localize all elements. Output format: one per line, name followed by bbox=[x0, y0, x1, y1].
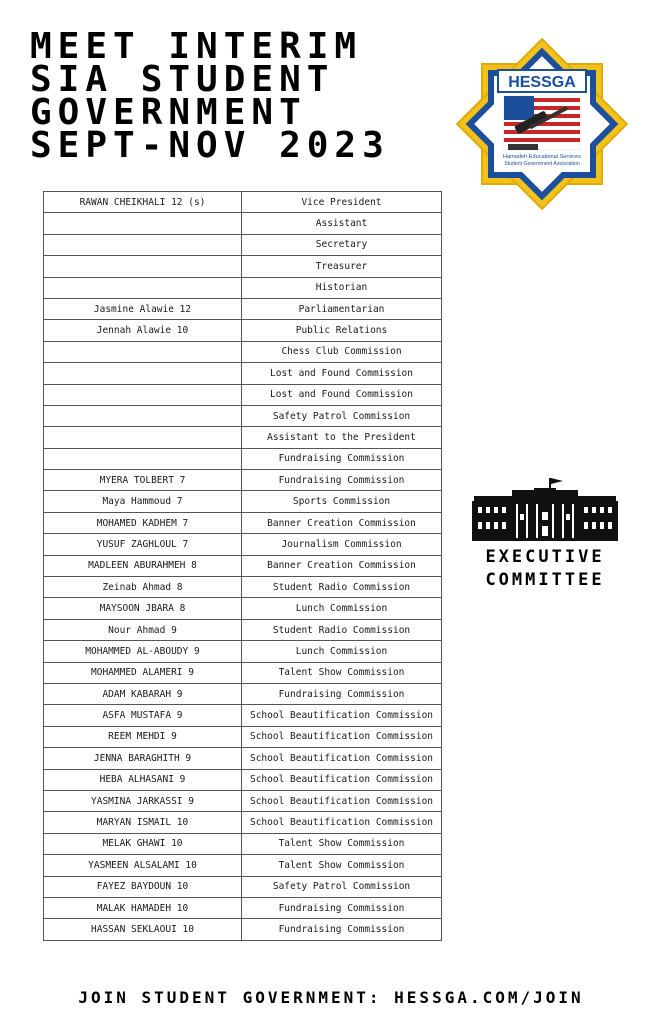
table-row bbox=[44, 577, 442, 598]
table-row bbox=[44, 555, 442, 576]
member-name: ASFA MUSTAFA 9 bbox=[44, 705, 242, 726]
member-role: Fundraising Commission bbox=[242, 897, 442, 918]
title-line: GOVERNMENT bbox=[30, 92, 307, 133]
logo-name: HESSGA bbox=[508, 74, 576, 91]
member-role: Banner Creation Commission bbox=[242, 555, 442, 576]
member-name: HEBA ALHASANI 9 bbox=[44, 769, 242, 790]
table-row bbox=[44, 363, 442, 384]
table-row bbox=[44, 320, 442, 341]
member-role: Student Radio Commission bbox=[242, 577, 442, 598]
table-row bbox=[44, 705, 442, 726]
member-name bbox=[44, 384, 242, 405]
roster-table bbox=[43, 191, 442, 941]
member-name: YUSUF ZAGHLOUL 7 bbox=[44, 534, 242, 555]
member-name bbox=[44, 256, 242, 277]
table-row bbox=[44, 448, 442, 469]
flag-gavel-icon bbox=[504, 96, 580, 150]
member-name: MARYAN ISMAIL 10 bbox=[44, 812, 242, 833]
member-role: Chess Club Commission bbox=[242, 341, 442, 362]
table-row bbox=[44, 769, 442, 790]
table-row bbox=[44, 298, 442, 319]
member-role: Talent Show Commission bbox=[242, 662, 442, 683]
table-row bbox=[44, 427, 442, 448]
member-name: ADAM KABARAH 9 bbox=[44, 683, 242, 704]
member-role: Assistant to the President bbox=[242, 427, 442, 448]
table-row bbox=[44, 833, 442, 854]
member-role: School Beautification Commission bbox=[242, 812, 442, 833]
table-row bbox=[44, 405, 442, 426]
table-row bbox=[44, 748, 442, 769]
member-name: Nour Ahmad 9 bbox=[44, 619, 242, 640]
table-row bbox=[44, 213, 442, 234]
member-role: Journalism Commission bbox=[242, 534, 442, 555]
member-role: School Beautification Commission bbox=[242, 705, 442, 726]
member-role: School Beautification Commission bbox=[242, 748, 442, 769]
member-role: Vice President bbox=[242, 192, 442, 213]
table-row bbox=[44, 534, 442, 555]
member-name: MALAK HAMADEH 10 bbox=[44, 897, 242, 918]
member-name bbox=[44, 213, 242, 234]
table-row bbox=[44, 790, 442, 811]
member-role: Talent Show Commission bbox=[242, 855, 442, 876]
logo-line-1: Hamadeh Educational Services bbox=[502, 154, 582, 160]
table-row bbox=[44, 683, 442, 704]
table-row bbox=[44, 234, 442, 255]
white-house-icon bbox=[472, 474, 618, 544]
member-role: Fundraising Commission bbox=[242, 683, 442, 704]
member-name: MYERA TOLBERT 7 bbox=[44, 470, 242, 491]
member-name bbox=[44, 341, 242, 362]
member-name bbox=[44, 363, 242, 384]
member-role: Talent Show Commission bbox=[242, 833, 442, 854]
member-role: Public Relations bbox=[242, 320, 442, 341]
member-name: MOHAMMED AL-ABOUDY 9 bbox=[44, 641, 242, 662]
member-name: MOHAMED KADHEM 7 bbox=[44, 512, 242, 533]
title-line: SEPT-NOV 2023 bbox=[30, 125, 390, 166]
member-name: HASSAN SEKLAOUI 10 bbox=[44, 919, 242, 940]
member-role: Safety Patrol Commission bbox=[242, 876, 442, 897]
member-role: Sports Commission bbox=[242, 491, 442, 512]
roster-body bbox=[44, 192, 442, 941]
member-name: MAYSOON JBARA 8 bbox=[44, 598, 242, 619]
member-role: Banner Creation Commission bbox=[242, 512, 442, 533]
table-row bbox=[44, 512, 442, 533]
member-role: Secretary bbox=[242, 234, 442, 255]
member-role: Treasurer bbox=[242, 256, 442, 277]
table-row bbox=[44, 619, 442, 640]
table-row bbox=[44, 876, 442, 897]
table-row bbox=[44, 897, 442, 918]
table-row bbox=[44, 256, 442, 277]
member-role: Safety Patrol Commission bbox=[242, 405, 442, 426]
member-name bbox=[44, 448, 242, 469]
member-role: Fundraising Commission bbox=[242, 470, 442, 491]
member-name: REEM MEHDI 9 bbox=[44, 726, 242, 747]
member-role: School Beautification Commission bbox=[242, 726, 442, 747]
page-title bbox=[30, 26, 390, 166]
table-row bbox=[44, 662, 442, 683]
table-row bbox=[44, 598, 442, 619]
table-row bbox=[44, 277, 442, 298]
table-row bbox=[44, 491, 442, 512]
member-role: Lost and Found Commission bbox=[242, 384, 442, 405]
member-name: MELAK GHAWI 10 bbox=[44, 833, 242, 854]
member-name: Jasmine Alawie 12 bbox=[44, 298, 242, 319]
member-name: YASMEEN ALSALAMI 10 bbox=[44, 855, 242, 876]
member-name bbox=[44, 405, 242, 426]
table-row bbox=[44, 470, 442, 491]
table-row bbox=[44, 384, 442, 405]
executive-label: EXECUTIVE bbox=[485, 547, 605, 567]
member-role: Lunch Commission bbox=[242, 641, 442, 662]
footer-cta: JOIN STUDENT GOVERNMENT: HESSGA.COM/JOIN bbox=[78, 988, 584, 1007]
logo-line-2: Student Government Association bbox=[504, 161, 580, 167]
title-line: SIA STUDENT bbox=[30, 59, 335, 100]
executive-committee bbox=[470, 474, 620, 590]
member-role: Parliamentarian bbox=[242, 298, 442, 319]
member-role: School Beautification Commission bbox=[242, 769, 442, 790]
member-role: School Beautification Commission bbox=[242, 790, 442, 811]
member-role: Fundraising Commission bbox=[242, 448, 442, 469]
member-role: Fundraising Commission bbox=[242, 919, 442, 940]
member-role: Student Radio Commission bbox=[242, 619, 442, 640]
member-name: JENNA BARAGHITH 9 bbox=[44, 748, 242, 769]
member-name bbox=[44, 277, 242, 298]
table-row bbox=[44, 641, 442, 662]
member-name: RAWAN CHEIKHALI 12 (s) bbox=[44, 192, 242, 213]
member-name: Jennah Alawie 10 bbox=[44, 320, 242, 341]
table-row bbox=[44, 812, 442, 833]
member-name: FAYEZ BAYDOUN 10 bbox=[44, 876, 242, 897]
member-role: Assistant bbox=[242, 213, 442, 234]
member-name bbox=[44, 234, 242, 255]
member-name: YASMINA JARKASSI 9 bbox=[44, 790, 242, 811]
committee-label: COMMITTEE bbox=[485, 570, 605, 590]
table-row bbox=[44, 192, 442, 213]
member-name: Maya Hammoud 7 bbox=[44, 491, 242, 512]
table-row bbox=[44, 726, 442, 747]
member-name: MOHAMMED ALAMERI 9 bbox=[44, 662, 242, 683]
hessga-logo bbox=[444, 26, 640, 222]
title-line: MEET INTERIM bbox=[30, 26, 363, 67]
member-name: Zeinab Ahmad 8 bbox=[44, 577, 242, 598]
table-row bbox=[44, 919, 442, 940]
member-role: Lunch Commission bbox=[242, 598, 442, 619]
member-role: Historian bbox=[242, 277, 442, 298]
table-row bbox=[44, 341, 442, 362]
member-name bbox=[44, 427, 242, 448]
table-row bbox=[44, 855, 442, 876]
member-name: MADLEEN ABURAHMEH 8 bbox=[44, 555, 242, 576]
member-role: Lost and Found Commission bbox=[242, 363, 442, 384]
